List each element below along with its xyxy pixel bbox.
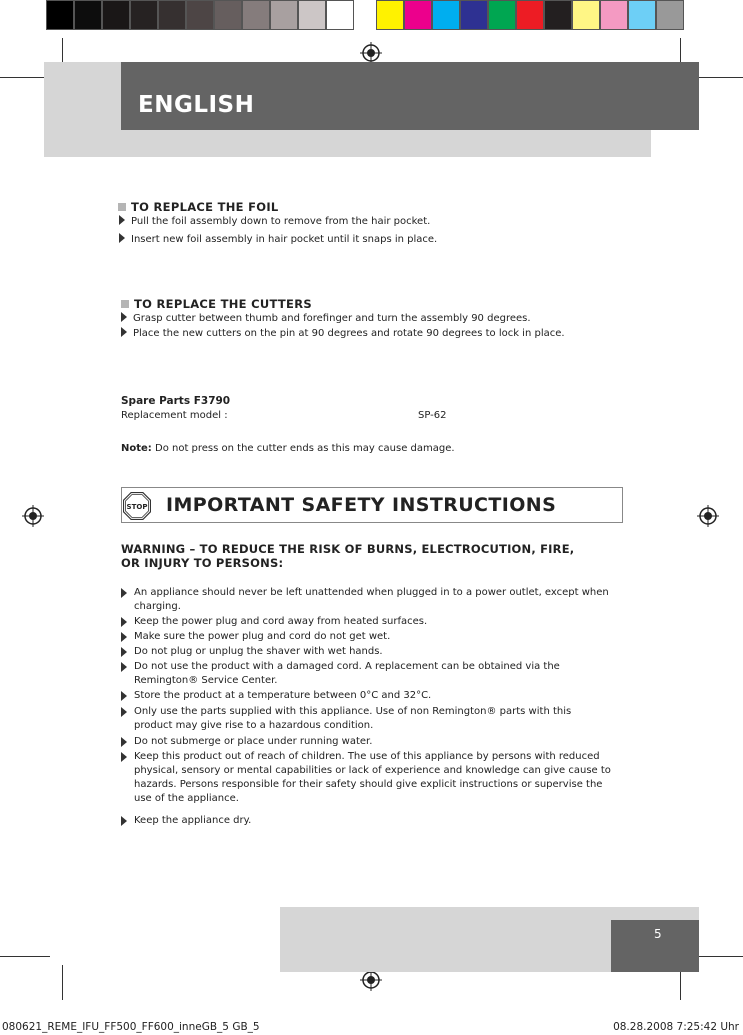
registration-mark-icon	[22, 505, 44, 527]
square-bullet-icon	[118, 203, 126, 211]
safety-bullet-2: Keep the power plug and cord away from heated surfaces.	[134, 616, 428, 627]
list-item	[121, 735, 611, 749]
file-slug: 080621_REME_IFU_FF500_FF600_inneGB_5 GB_5	[2, 1021, 260, 1033]
gray-swatch	[46, 0, 74, 30]
color-swatch	[432, 0, 460, 30]
triangle-bullet-icon	[121, 737, 127, 747]
stop-sign-icon	[123, 492, 151, 520]
list-item	[121, 689, 611, 703]
color-swatch	[376, 0, 404, 30]
foil-section-heading	[118, 200, 279, 214]
gray-swatch	[214, 0, 242, 30]
cutters-bullet-2: Place the new cutters on the pin at 90 degrees and rotate 90 degrees to lock in place.	[133, 328, 565, 339]
safety-bullet-5: Do not use the product with a damaged cord. A replacement can be obtained via the Remington® Service Center.	[134, 661, 560, 686]
triangle-bullet-icon	[121, 588, 127, 598]
safety-bullet-9: Keep this product out of reach of children. The use of this appliance by persons with reduced physical, sensory or mental capabilities or lack of experience and knowledge can give cause to hazards. Persons responsible for their safety should give explicit instructions or supervise the use of the appliance.	[134, 751, 611, 804]
color-swatch	[488, 0, 516, 30]
safety-bullet-10: Keep the appliance dry.	[134, 815, 252, 826]
safety-bullet-3: Make sure the power plug and cord do not get wet.	[134, 631, 391, 642]
triangle-bullet-icon	[121, 617, 127, 627]
triangle-bullet-icon	[121, 662, 127, 672]
crop-mark	[0, 77, 50, 78]
list-item	[121, 630, 611, 644]
list-item	[119, 233, 437, 245]
crop-mark	[62, 965, 63, 1000]
triangle-bullet-icon	[121, 632, 127, 642]
stop-sign-text: STOP	[126, 503, 148, 511]
safety-bullet-8: Do not submerge or place under running water.	[134, 736, 373, 747]
list-item	[121, 660, 611, 688]
gray-swatch	[242, 0, 270, 30]
foil-heading-text: TO REPLACE THE FOIL	[131, 200, 279, 214]
list-item	[121, 615, 611, 629]
triangle-bullet-icon	[121, 327, 127, 337]
spare-parts-title: Spare Parts F3790	[121, 395, 231, 407]
color-swatch	[460, 0, 488, 30]
crop-mark	[693, 956, 743, 957]
page-number: 5	[654, 927, 662, 941]
color-swatch	[516, 0, 544, 30]
color-swatch	[404, 0, 432, 30]
gray-swatch	[74, 0, 102, 30]
page-title: ENGLISH	[138, 92, 255, 118]
safety-bullet-1: An appliance should never be left unattended when plugged in to a power outlet, except when charging.	[134, 587, 609, 612]
safety-title: IMPORTANT SAFETY INSTRUCTIONS	[166, 494, 557, 516]
triangle-bullet-icon	[121, 816, 127, 826]
triangle-bullet-icon	[119, 215, 125, 225]
replacement-model-label: Replacement model :	[121, 410, 228, 421]
safety-bullet-7: Only use the parts supplied with this appliance. Use of non Remington® parts with this product may give rise to a hazardous condition.	[134, 706, 572, 731]
registration-mark-icon	[360, 42, 382, 64]
color-swatch	[572, 0, 600, 30]
square-bullet-icon	[121, 300, 129, 308]
color-swatch	[628, 0, 656, 30]
note-text: Do not press on the cutter ends as this may cause damage.	[151, 443, 455, 454]
gray-swatch	[158, 0, 186, 30]
registration-mark-icon	[697, 505, 719, 527]
warning-heading-line-1: WARNING – TO REDUCE THE RISK OF BURNS, ELECTROCUTION, FIRE,	[121, 542, 575, 556]
list-item	[121, 750, 611, 806]
replacement-model-value: SP-62	[418, 410, 447, 421]
list-item	[119, 215, 430, 227]
triangle-bullet-icon	[121, 707, 127, 717]
foil-bullet-2: Insert new foil assembly in hair pocket until it snaps in place.	[131, 234, 438, 245]
safety-bullet-4: Do not plug or unplug the shaver with wet hands.	[134, 646, 383, 657]
gray-swatch	[102, 0, 130, 30]
safety-bullet-6: Store the product at a temperature between 0°C and 32°C.	[134, 690, 432, 701]
warning-heading-line-2: OR INJURY TO PERSONS:	[121, 556, 284, 570]
gray-swatch	[186, 0, 214, 30]
triangle-bullet-icon	[121, 647, 127, 657]
gray-swatch	[326, 0, 354, 30]
foil-bullet-1: Pull the foil assembly down to remove from the hair pocket.	[131, 216, 431, 227]
note-label: Note:	[121, 443, 152, 454]
list-item	[121, 814, 611, 828]
color-swatch	[544, 0, 572, 30]
triangle-bullet-icon	[119, 233, 125, 243]
gray-swatch	[270, 0, 298, 30]
cutters-heading-text: TO REPLACE THE CUTTERS	[134, 297, 312, 311]
color-swatch-bar	[376, 0, 684, 30]
registration-mark-icon	[360, 969, 382, 991]
color-swatch	[656, 0, 684, 30]
list-item	[121, 645, 611, 659]
timestamp-slug: 08.28.2008 7:25:42 Uhr	[613, 1021, 739, 1033]
cutters-bullet-1: Grasp cutter between thumb and forefinger and turn the assembly 90 degrees.	[133, 313, 531, 324]
triangle-bullet-icon	[121, 691, 127, 701]
gray-swatch	[298, 0, 326, 30]
list-item	[121, 327, 565, 339]
triangle-bullet-icon	[121, 752, 127, 762]
gray-swatch-bar	[46, 0, 354, 30]
color-swatch	[600, 0, 628, 30]
crop-mark	[0, 956, 50, 957]
note-line	[121, 443, 455, 454]
crop-mark	[693, 77, 743, 78]
triangle-bullet-icon	[121, 312, 127, 322]
gray-swatch	[130, 0, 158, 30]
list-item	[121, 705, 611, 733]
cutters-section-heading	[121, 297, 312, 311]
list-item	[121, 312, 531, 324]
list-item	[121, 586, 611, 614]
